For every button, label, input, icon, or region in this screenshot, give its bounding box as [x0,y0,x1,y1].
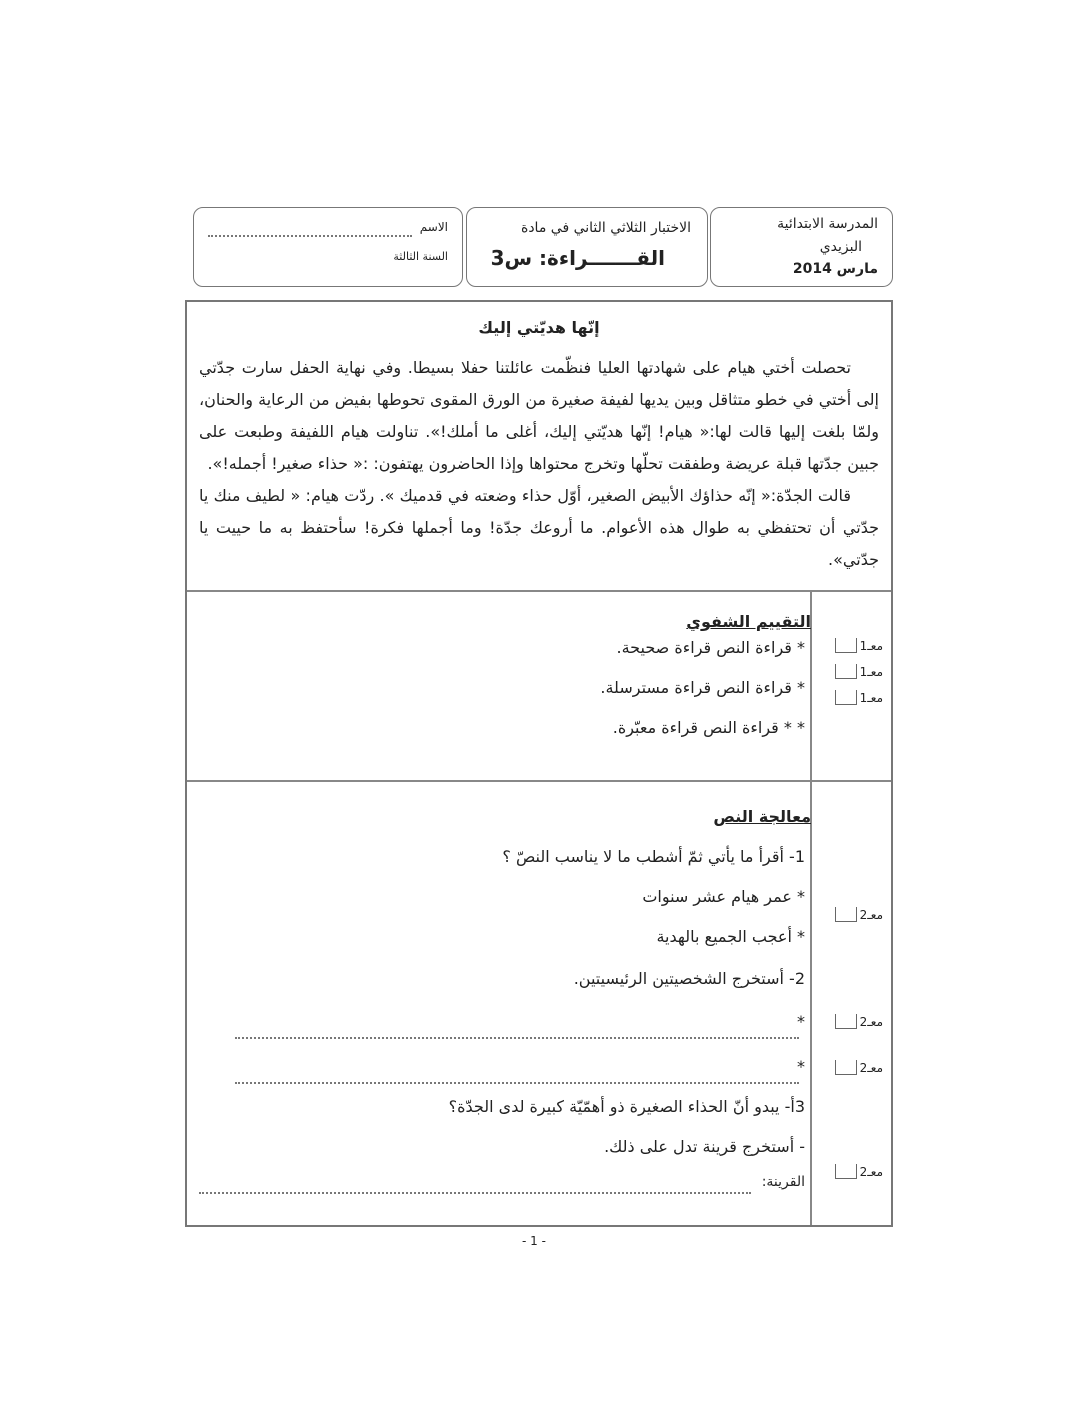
name-label: الاسم [419,220,448,234]
question-1: 1- أقرأ ما يأتي ثمّ أشطب ما لا يناسب النصّ ؟ [502,847,805,866]
answer-line[interactable] [235,1037,799,1039]
school-info-box [710,207,893,287]
score-box[interactable] [835,1164,883,1179]
mark-label: معـ2 [859,1015,883,1029]
score-box[interactable] [835,664,883,679]
question-2: 2- أستخرج الشخصيتين الرئيسيتين. [573,969,805,988]
exam-frame [185,300,893,1227]
bullet: * [797,1012,805,1031]
school-label: المدرسة الابتدائية [777,216,878,232]
passage-title: إنّها هديّتي إليك [478,318,600,337]
oral-heading: التقييم الشفوي [686,612,811,631]
oral-item: * قراءة النص قراءة صحيحة. [616,638,805,657]
mark-label: معـ1 [859,639,883,653]
subject: القـــــــراءة: س3 [490,246,665,270]
oral-item: * * قراءة النص قراءة معبّرة. [612,718,805,737]
question-3: 3أ- يبدو أنّ الحذاء الصغيرة ذو أهمّيّة كبيرة لدى الجدّة؟ [448,1097,805,1116]
page-number: - 1 - [522,1234,546,1248]
divider [187,780,891,782]
name-field[interactable] [208,235,412,237]
clue-answer-line[interactable] [199,1192,751,1194]
mark-label: معـ2 [859,1165,883,1179]
passage-paragraph: تحصلت أختي هيام على شهادتها العليا فنظّمت عائلتنا حفلا بسيطا. وفي نهاية الحفل سارت جدّتي إلى أختي في خطو متثاقل وبين يديها لفيفة صغيرة من الورق المقوى تحوطها بفيض من الرعاية والحنان، ولمّا بلغت إليها قالت لها:« هيام! إنّها هديّتي إليك، أغلى ما أملك!». تناولت هيام اللفيفة وطبعت على جبين جدّتها قبلة عريضة وطفقت تحلّها وتخرج محتواها وإذا الحاضرون يهتفون: :« حذاء صغير! أجمله!». [199,358,879,473]
mark-label: معـ2 [859,908,883,922]
processing-heading: معالجة النص [713,807,811,826]
bullet: * [797,1057,805,1076]
clue-label: القرينة: [761,1174,805,1190]
school-name: البزيدي [819,239,862,255]
student-info-box [193,207,463,287]
score-box[interactable] [835,907,883,922]
exam-title: الاختبار الثلاثي الثاني في مادة [520,220,691,236]
mark-label: معـ1 [859,691,883,705]
score-box[interactable] [835,638,883,653]
option[interactable]: * عمر هيام عشر سنوات [642,887,805,906]
oral-item: * قراءة النص قراءة مسترسلة. [600,678,805,697]
score-box[interactable] [835,1060,883,1075]
score-box[interactable] [835,1014,883,1029]
passage-paragraph: قالت الجدّة:« إنّه حذاؤك الأبيض الصغير، أوّل حذاء وضعته في قدميك ». ردّت هيام: « لطيف منك يا جدّتي أن تحتفظي به طوال هذه الأعوام. ما أروعك جدّة! وما أجملها فكرة! سأحتفظ به ما حييت يا جدّتي». [199,486,879,569]
question-3b: - أستخرج قرينة تدل على ذلك. [604,1137,805,1156]
exam-date: مارس 2014 [792,261,878,277]
marks-column-divider [810,592,812,1225]
divider [187,590,891,592]
option[interactable]: * أعجب الجميع بالهدية [656,927,805,946]
passage [199,352,879,576]
score-box[interactable] [835,690,883,705]
answer-line[interactable] [235,1082,799,1084]
exam-info-box [466,207,708,287]
mark-label: معـ2 [859,1061,883,1075]
mark-label: معـ1 [859,665,883,679]
grade: السنة الثالثة [393,250,448,263]
